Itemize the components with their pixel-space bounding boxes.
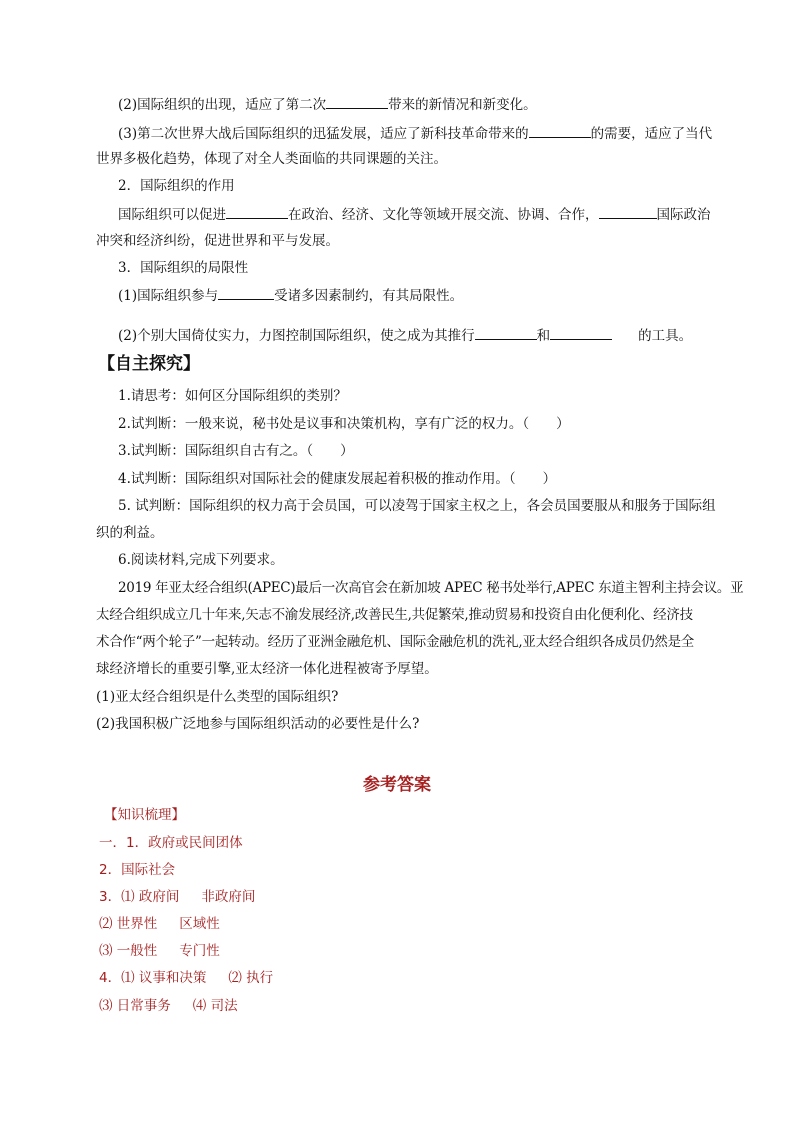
fill-blank[interactable]: [529, 123, 591, 138]
answer-line: 3．⑴ 政府间 非政府间: [99, 889, 256, 905]
answer-line: ⑶ 一般性 专门性: [99, 943, 220, 959]
fill-blank[interactable]: [326, 94, 388, 109]
sub-question-1: (1)亚太经合组织是什么类型的国际组织?: [96, 689, 339, 705]
fill-blank[interactable]: [218, 285, 274, 300]
answer-line: 2．国际社会: [99, 862, 176, 878]
passage-line: 球经济增长的重要引擎,亚太经济一体化进程被寄予厚望。: [96, 661, 438, 677]
fill-blank[interactable]: [226, 204, 288, 219]
text-line: 冲突和经济纠纷，促进世界和平与发展。: [96, 233, 339, 249]
text-line: 国际组织可以促进 在政治、经济、文化等领域开展交流、协调、合作， 国际政治: [118, 204, 711, 225]
text-line: 世界多极化趋势，体现了对全人类面临的共同课题的关注。: [96, 151, 447, 167]
question-5: 5. 试判断：国际组织的权力高于会员国，可以凌驾于国家主权之上，各会员国要服从和服务于国际组: [118, 498, 716, 514]
section-heading-inquiry: 【自主探究】: [98, 354, 200, 374]
text-line: (2)个别大国倚仗实力，力图控制国际组织，使之成为其推行 和 的工具。: [118, 325, 692, 346]
passage-line: 术合作“两个轮子”一起转动。经历了亚洲金融危机、国际金融危机的洗礼,亚太经合组织各成员仍然是全: [96, 634, 694, 650]
section-heading: 3．国际组织的局限性: [118, 260, 249, 276]
fill-blank[interactable]: [550, 325, 612, 340]
question-1: 1.请思考：如何区分国际组织的类别？: [118, 388, 347, 404]
answer-line: 4．⑴ 议事和决策 ⑵ 执行: [99, 970, 274, 986]
text-line: (3)第二次世界大战后国际组织的迅猛发展，适应了新科技革命带来的 的需要，适应了当代: [118, 123, 712, 144]
answer-line: ⑶ 日常事务 ⑷ 司法: [99, 998, 238, 1014]
answers-heading: 【知识梳理】: [104, 807, 185, 823]
passage-line: 太经合组织成立几十年来,矢志不渝发展经济,改善民生,共促繁荣,推动贸易和投资自由化便利化、经济技: [96, 607, 693, 623]
passage-line: 2019 年亚太经合组织(APEC)最后一次高官会在新加坡 APEC 秘书处举行,APEC 东道主智利主持会议。亚: [118, 580, 744, 596]
question-5-cont: 织的利益。: [96, 525, 164, 541]
fill-blank[interactable]: [599, 204, 657, 219]
question-3: 3.试判断：国际组织自古有之。（ ）: [118, 443, 354, 459]
text-line: (1)国际组织参与 受诸多因素制约，有其局限性。: [118, 285, 463, 306]
text-line: (2)国际组织的出现，适应了第二次 带来的新情况和新变化。: [118, 94, 537, 115]
section-heading: 2．国际组织的作用: [118, 178, 235, 194]
sub-question-2: (2)我国积极广泛地参与国际组织活动的必要性是什么?: [96, 716, 420, 732]
question-2: 2.试判断：一般来说，秘书处是议事和决策机构，享有广泛的权力。（ ）: [118, 416, 570, 432]
answer-line: 一．1．政府或民间团体: [99, 835, 243, 851]
answer-line: ⑵ 世界性 区域性: [99, 916, 220, 932]
question-6: 6.阅读材料,完成下列要求。: [118, 552, 284, 568]
fill-blank[interactable]: [475, 325, 537, 340]
answers-title: 参考答案: [363, 775, 431, 795]
question-4: 4.试判断：国际组织对国际社会的健康发展起着积极的推动作用。（ ）: [118, 471, 557, 487]
